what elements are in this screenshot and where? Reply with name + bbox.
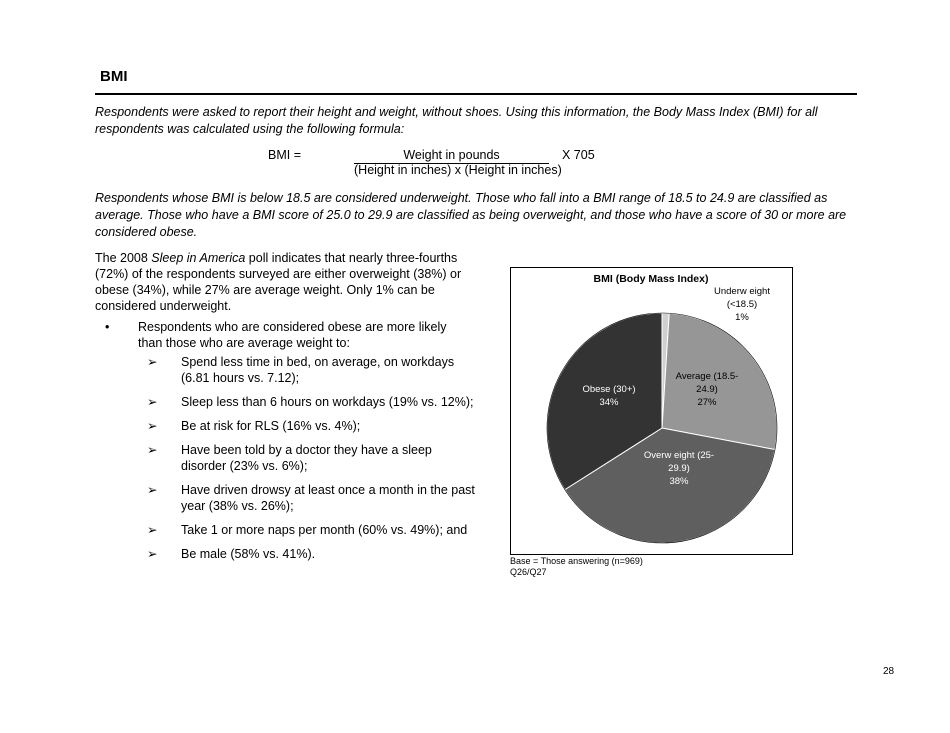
sub-bullet-item (95, 354, 475, 386)
bullet-marker: • (105, 320, 110, 334)
sub-bullet-item (95, 482, 475, 514)
arrow-bullet-icon: ➢ (147, 355, 158, 369)
arrow-bullet-icon: ➢ (147, 395, 158, 409)
slice-label-line: 34% (599, 397, 619, 408)
title-divider (95, 93, 857, 95)
arrow-bullet-icon: ➢ (147, 483, 158, 497)
slice-label-line: Average (18.5- (675, 371, 739, 382)
page-number: 28 (883, 666, 895, 677)
sub-bullet-item (95, 522, 475, 538)
classification-paragraph: Respondents whose BMI is below 18.5 are considered underweight. Those who fall into a BMI range of 18.5 to 24.9 are classified as average. Those who have a BMI score of 25.0 to 29.9 are classified as being overweight, and those who have a score of 30 or more are considered obese. (95, 191, 847, 239)
slice-label-line: Obese (30+) (582, 384, 636, 395)
slice-label-line: (<18.5) (726, 299, 758, 310)
arrow-bullet-icon: ➢ (147, 419, 158, 433)
poll-text-before: The 2008 (95, 251, 152, 265)
slice-label-line: Underw eight (714, 286, 770, 297)
sub-bullet-text: Have driven drowsy at least once a month in the past year (38% vs. 26%); (181, 483, 475, 513)
sub-bullet-item (95, 418, 475, 434)
sub-bullet-text: Be male (58% vs. 41%). (181, 547, 316, 561)
sub-bullet-text: Sleep less than 6 hours on workdays (19% vs. 12%); (181, 395, 474, 409)
base-note (510, 556, 643, 578)
formula-lhs: BMI = (268, 148, 301, 162)
sub-bullet-item (95, 546, 475, 562)
slice-label-line: 29.9) (668, 463, 690, 474)
sub-bullet-text: Be at risk for RLS (16% vs. 4%); (181, 419, 361, 433)
formula-multiplier: X 705 (562, 148, 595, 162)
bmi-pie-chart (511, 268, 792, 554)
sub-bullet-text: Have been told by a doctor they have a sleep disorder (23% vs. 6%); (181, 443, 432, 473)
intro-paragraph: Respondents were asked to report their height and weight, without shoes. Using this information, the Body Mass Index (BMI) for all respondents was calculated using the following formula: (95, 105, 818, 136)
poll-paragraph (95, 250, 465, 314)
bmi-chart (510, 267, 793, 555)
arrow-bullet-icon: ➢ (147, 443, 158, 457)
sub-bullet-item (95, 442, 475, 474)
sub-bullet-item (95, 394, 475, 410)
formula-numerator: Weight in pounds (354, 148, 549, 164)
poll-text-emphasis: Sleep in America (151, 251, 246, 265)
slice-label-line: 27% (697, 397, 717, 408)
formula-denominator: (Height in inches) x (Height in inches) (354, 163, 562, 177)
slice-label-line: 38% (669, 476, 689, 487)
arrow-bullet-icon: ➢ (147, 547, 158, 561)
arrow-bullet-icon: ➢ (147, 523, 158, 537)
bullet-text: Respondents who are considered obese are more likely than those who are average weight to: (138, 320, 447, 350)
slice-label (714, 286, 770, 323)
slice-label-line: 1% (735, 312, 749, 323)
base-note-line: Base = Those answering (n=969) (510, 556, 643, 566)
question-ref: Q26/Q27 (510, 567, 547, 577)
page-title: BMI (100, 68, 128, 85)
sub-bullet-text: Take 1 or more naps per month (60% vs. 49%); and (181, 523, 468, 537)
sub-bullet-list (95, 354, 475, 570)
sub-bullet-text: Spend less time in bed, on average, on workdays (6.81 hours vs. 7.12); (181, 355, 455, 385)
chart-title: BMI (Body Mass Index) (593, 273, 709, 285)
slice-label-line: 24.9) (696, 384, 718, 395)
slice-label-line: Overw eight (25- (643, 450, 715, 461)
poll-text-after: poll indicates that nearly three-fourths (72%) of the respondents surveyed are either overweight (38%) or obese (34%), while 27% are average weight. Only 1% can be considered underweight. (95, 251, 462, 313)
